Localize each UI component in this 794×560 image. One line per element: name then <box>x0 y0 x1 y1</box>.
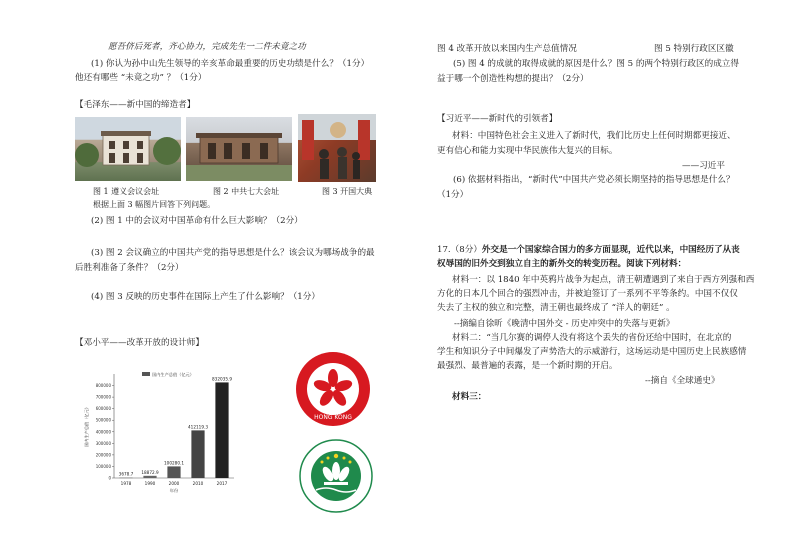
question-2: (2) 图 1 中的会议对中国革命有什么巨大影响？（2分） <box>91 216 303 226</box>
founding-ceremony-drawing <box>298 114 376 182</box>
bar <box>143 476 156 478</box>
x-tick-label: 2010 <box>192 481 204 486</box>
question-5-line-2: 益于哪一个创造性构想的提出？（2分） <box>437 74 589 84</box>
question-4: (4) 图 3 反映的历史事件在国际上产生了什么影响？（1分） <box>91 292 320 302</box>
question-6-line-1: (6) 依据材料指出，“新时代”中国共产党必须长期坚持的指导思想是什么？ <box>453 175 735 185</box>
bar <box>119 478 132 479</box>
material-2-line-3: 最强烈、最普遍的表露，是一个新时期的开启。 <box>437 361 618 371</box>
material-xi-attribution: ——习近平 <box>682 161 725 171</box>
y-tick-label: 800000 <box>95 383 111 389</box>
material-1-source: --摘编自徐昕《晚清中国外交 - 历史冲突中的失落与更新》 <box>454 319 675 329</box>
y-tick-label: 200000 <box>95 452 111 458</box>
bar-value-label: 100280.1 <box>164 460 184 466</box>
bar <box>191 430 204 478</box>
seventh-congress-site-photo <box>186 117 292 181</box>
material-2-source: --摘自《全球通史》 <box>645 376 720 386</box>
x-tick-label: 2000 <box>168 481 180 486</box>
zunyi-meeting-site-photo <box>75 117 181 181</box>
question-1-line-2: 他还有哪些 “未竟之功” ？（1分） <box>75 73 207 83</box>
mao-section-header: 【毛泽东——新中国的缔造者】 <box>75 100 196 110</box>
y-tick-label: 100000 <box>95 463 111 469</box>
material-1-line-3: 失去了主权的独立和完整，清王朝也最终成了 “洋人的朝廷” 。 <box>437 303 675 313</box>
bar <box>167 466 180 478</box>
instruction-line: 根据上面 3 幅图片回答下列问题。 <box>93 200 216 209</box>
material-xi-line-2: 更有信心和能力实现中华民族伟大复兴的目标。 <box>437 146 618 156</box>
caption-figure-1: 图 1 遵义会议会址 <box>93 187 160 196</box>
y-tick-label: 500000 <box>95 417 111 423</box>
y-tick-label: 0 <box>108 475 111 481</box>
y-tick-label: 300000 <box>95 440 111 446</box>
caption-figure-4: 图 4 改革开放以来国内生产总值情况 <box>437 44 577 54</box>
bar-value-label: 412119.3 <box>188 424 208 430</box>
x-tick-label: 1978 <box>120 481 132 486</box>
material-xi-line-1: 材料：中国特色社会主义进入了新时代，我们比历史上任何时期都更接近、 <box>452 131 736 141</box>
bar-value-label: 832035.9 <box>212 376 232 382</box>
hong-kong-emblem <box>294 350 372 428</box>
question-17-line-2: 权辱国的旧外交到独立自主的新外交的转变历程。阅读下列材料： <box>437 259 687 269</box>
xi-section-header: 【习近平——新时代的引领者】 <box>437 114 558 124</box>
x-tick-label: 2017 <box>216 481 228 486</box>
material-3-label: 材料三： <box>452 392 487 402</box>
y-axis-title: 国内生产总值（亿元） <box>84 405 89 447</box>
bar-value-label: 18872.9 <box>141 469 159 475</box>
x-tick-label: 1990 <box>144 481 156 486</box>
yangjialing-building-drawing <box>186 117 292 181</box>
founding-ceremony-painting <box>298 114 376 182</box>
question-1-line-1: (1) 你认为孙中山先生领导的辛亥革命最重要的历史功绩是什么？（1分） <box>91 59 370 69</box>
material-2-line-1: 材料二：“当几尔赛的调停人没有将这个丢失的省份还给中国时，在北京的 <box>452 333 732 343</box>
caption-figure-2: 图 2 中共七大会址 <box>213 187 280 196</box>
bar <box>215 382 228 478</box>
y-tick-label: 400000 <box>95 429 111 435</box>
question-6-line-2: （1分） <box>437 190 469 200</box>
macau-emblem <box>298 438 374 514</box>
y-tick-label: 600000 <box>95 406 111 412</box>
legend-swatch <box>142 372 150 376</box>
question-17-intro: 外交是一个国家综合国力的多方面显现，近代以来，中国经历了从丧 <box>481 245 740 255</box>
zunyi-building-drawing <box>75 117 181 181</box>
deng-section-header: 【邓小平——改革开放的设计师】 <box>75 338 204 348</box>
y-tick-label: 700000 <box>95 394 111 400</box>
material-2-line-2: 学生和知识分子中间爆发了声势浩大的示威游行，这场运动是中国历史上民族感情 <box>437 347 747 357</box>
x-axis-title: 年份 <box>169 488 179 493</box>
gdp-bar-chart <box>78 362 246 512</box>
legend-label: 国内生产总值（亿元） <box>152 372 194 377</box>
question-3-line-1: (3) 图 2 会议确立的中国共产党的指导思想是什么？该会议为哪场战争的最 <box>91 248 375 258</box>
hk-emblem-english-text: HONG KONG <box>314 414 352 421</box>
calligraphy-line: 愿吾侪后死者，齐心协力，完成先生一二件未竟之功 <box>108 42 306 52</box>
lotus-bridge-icon <box>324 482 348 485</box>
material-1-line-1: 材料一：以 1840 年中英鸦片战争为起点，清王朝遭遇到了来自于西方列强和西 <box>452 275 755 285</box>
question-5-line-1: (5) 图 4 的成就的取得成就的原因是什么？图 5 的两个特别行政区的成立得 <box>453 59 739 69</box>
caption-figure-5: 图 5 特别行政区区徽 <box>654 44 734 54</box>
question-3-line-2: 后胜利准备了条件？（2分） <box>75 263 184 273</box>
caption-figure-3: 图 3 开国大典 <box>322 187 373 196</box>
question-17-line-1 <box>437 244 740 256</box>
bar-value-label: 3678.7 <box>118 471 134 477</box>
material-1-line-2: 方化的日本几个回合的强烈冲击，并被迫签订了一系列不平等条约。中国不仅仅 <box>437 289 738 299</box>
question-17-number: 17.（8分） <box>437 245 482 255</box>
